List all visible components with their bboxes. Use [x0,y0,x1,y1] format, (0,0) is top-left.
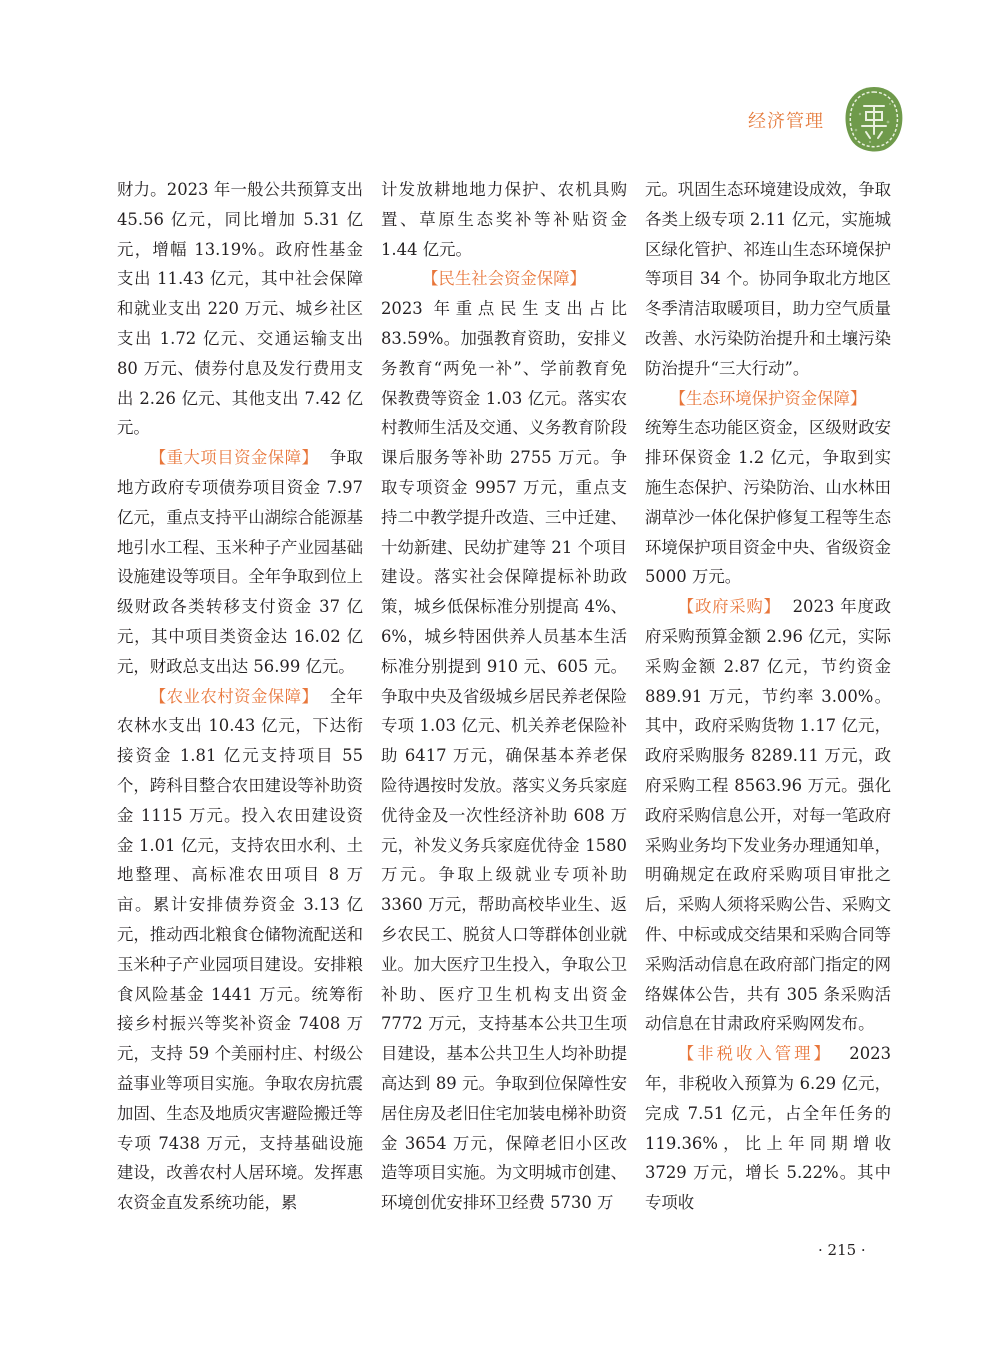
body-procurement: 2023 年度政府采购预算金额 2.96 亿元，实际采购金额 2.87 亿元，节约资金 889.91 万元，节约率 3.00%。其中，政府采购货物 1.17 亿元，政府采购服务 8289.11 万元，政府采购工程 8563.96 万元。强化政府采购信息公开，对每一笔政府采购业务均下发业务办理通知单，明确规定在政府采购项目审批之后，采购人须将采购公告、采购文件、中标或成交结果和采购合同等采购活动信息在政府部门指定的网络媒体公告，共有 305 条采购活动信息在甘肃政府采购网发布。 [645,597,891,1034]
paragraph-budget-expenditure: 财力。2023 年一般公共预算支出 45.56 亿元，同比增加 5.31 亿元，增幅 13.19%。政府性基金支出 11.43 亿元，其中社会保障和就业支出 220 万元、城乡社区支出 1.72 亿元、交通运输支出 80 万元、债券付息及发行费用支出 2.26 亿元、其他支出 7.42 亿元。 [117,180,363,438]
heading-procurement: 【政府采购】 [677,597,781,617]
text-column-1 [117,175,363,1218]
paragraph-subsidy-continued: 计发放耕地地力保护、农机具购置、草原生态奖补等补贴资金 1.44 亿元。 [381,180,627,259]
heading-agriculture: 【农业农村资金保障】 [149,686,319,706]
paragraph-ecology-continued: 元。巩固生态环境建设成效，争取各类上级专项 2.11 亿元，实施城区绿化管护、祁连山生态环境保护等项目 34 个。协同争取北方地区冬季清洁取暖项目，助力空气质量改善、水污染防治提升和土壤污染防治提升“三大行动”。 [645,180,891,378]
seal-stamp-icon [842,84,906,154]
body-major-projects: 争取地方政府专项债券项目资金 7.97 亿元，重点支持平山湖综合能源基地引水工程、玉米种子产业园基础设施建设等项目。全年争取到位上级财政各类转移支付资金 37 亿元，其中项目类资金达 16.02 亿元，财政总支出达 56.99 亿元。 [117,448,363,676]
page-number: · 215 · [818,1241,866,1259]
paragraph-procurement [645,592,891,1039]
paragraph-non-tax [645,1039,891,1218]
heading-livelihood: 【民生社会资金保障】 [422,269,586,289]
heading-non-tax: 【非税收入管理】 [677,1044,833,1064]
text-column-2 [381,175,627,1218]
paragraph-livelihood: 2023 年重点民生支出占比 83.59%。加强教育资助，安排义务教育“两免一补”、学前教育免保教费等资金 1.03 亿元。落实农村教师生活及交通、义务教育阶段课后服务等补助 2755 万元。争取专项资金 9957 万元，重点支持二中教学提升改造、三中迁建、十幼新建、民幼扩建等 21 个项目建设。落实社会保障提标补助政策，城乡低保标准分别提高 4%、6%，城乡特困供养人员基本生活标准分别提到 910 元、605 元。争取中央及省级城乡居民养老保险专项 1.03 亿元、机关养老保险补助 6417 万元，确保基本养老保险待遇按时发放。落实义务兵家庭优待金及一次性经济补助 608 万元，补发义务兵家庭优待金 1580 万元。争取上级就业专项补助 3360 万元，帮助高校毕业生、返乡农民工、脱贫人口等群体创业就业。加大医疗卫生投入，争取公卫补助、医疗卫生机构支出资金 7772 万元，支持基本公共卫生项目建设，基本公共卫生人均补助提高达到 89 元。争取到位保障性安居住房及老旧住宅加装电梯补助资金 3654 万元，保障老旧小区改造等项目实施。为文明城市创建、环境创优安排环卫经费 5730 万 [381,299,627,1213]
body-agriculture: 全年农林水支出 10.43 亿元，下达衔接资金 1.81 亿元支持项目 55 个，跨科目整合农田建设等补助资金 1115 万元。投入农田建设资金 1.01 亿元，支持农田水利、土地整理、高标准农田项目 8 万亩。累计安排债券资金 3.13 亿元，推动西北粮食仓储物流配送和玉米种子产业园项目建设。安排粮食风险基金 1441 万元。统筹衔接乡村振兴等奖补资金 7408 万元，支持 59 个美丽村庄、村级公益事业等项目实施。争取农房抗震加固、生态及地质灾害避险搬迁等专项 7438 万元，支持基础设施建设，改善农村人居环境。发挥惠农资金直发系统功能，累 [117,686,363,1213]
heading-eco-protection: 【生态环境保护资金保障】 [669,388,867,408]
section-title: 经济管理 [748,111,824,132]
paragraph-agriculture [117,682,363,1218]
heading-major-projects: 【重大项目资金保障】 [149,448,319,468]
body-non-tax: 2023 年，非税收入预算为 6.29 亿元，完成 7.51 亿元，占全年任务的 119.36%，比上年同期增收 3729 万元，增长 5.22%。其中专项收 [645,1044,892,1213]
paragraph-major-projects [117,443,363,681]
text-column-3 [645,175,891,1218]
paragraph-eco-protection: 统筹生态功能区资金，区级财政安排环保资金 1.2 亿元，争取到实施生态保护、污染防治、山水林田湖草沙一体化保护修复工程等生态环境保护项目资金中央、省级资金 5000 万元。 [645,418,891,587]
